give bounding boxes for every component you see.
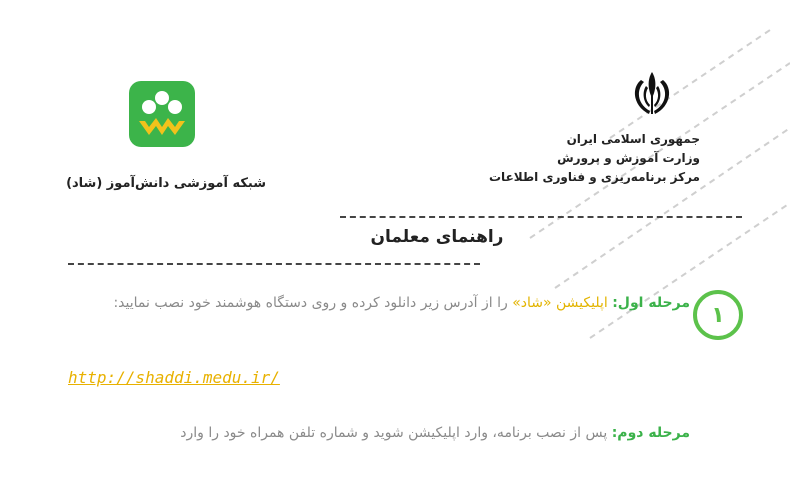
ministry-header [489, 130, 700, 187]
iran-emblem-icon [627, 66, 677, 126]
center-line: مرکز برنامه‌ریزی و فناوری اطلاعات [489, 170, 700, 184]
app-name-highlight: اپلیکیشن «شاد» [512, 295, 608, 311]
step-two-label: مرحله دوم: [611, 425, 690, 441]
step-one-body: را از آدرس زیر دانلود کرده و روی دستگاه هوشمند خود نصب نمایید: [113, 295, 513, 311]
download-link[interactable]: http://shaddi.medu.ir/ [68, 368, 280, 387]
shad-logo-icon [129, 81, 195, 147]
country-line: جمهوری اسلامی ایران [566, 132, 700, 146]
guide-title: راهنمای معلمان [370, 227, 504, 247]
step-two-body: پس از نصب برنامه، وارد اپلیکیشن شوید و شماره تلفن همراه خود را وارد [180, 425, 612, 441]
step-one-text [68, 287, 690, 319]
step-one-badge: ۱ [693, 290, 743, 340]
step-one-label: مرحله اول: [612, 295, 690, 311]
divider-top [340, 216, 742, 218]
ministry-line: وزارت آموزش و پرورش [557, 151, 700, 165]
step-two-text [68, 417, 690, 449]
divider-bottom [68, 263, 480, 265]
document-page [10, 8, 790, 492]
network-title: شبکه آموزشی دانش‌آموز (شاد) [66, 176, 266, 191]
